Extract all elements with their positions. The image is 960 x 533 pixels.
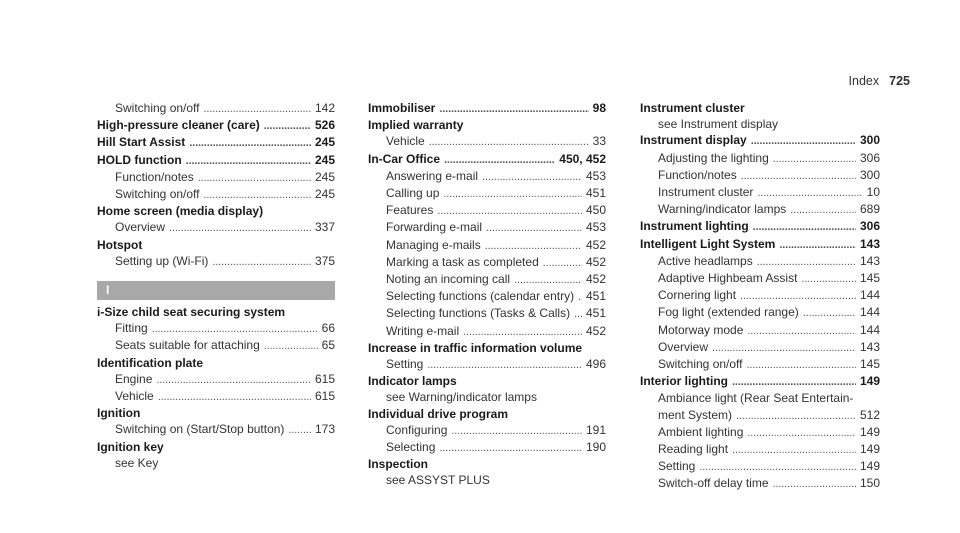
- page-reference[interactable]: 144: [859, 288, 880, 303]
- index-subentry[interactable]: [640, 287, 880, 304]
- index-subentry[interactable]: [640, 167, 880, 184]
- page-reference[interactable]: 144: [859, 305, 880, 320]
- dot-leader: [169, 219, 311, 236]
- entry-label: Vehicle: [386, 134, 425, 149]
- index-subentry[interactable]: [640, 407, 880, 424]
- page-reference[interactable]: 452: [585, 237, 606, 252]
- index-entry-heading: [97, 203, 335, 219]
- index-entry-heading: [640, 100, 880, 116]
- dot-leader: [578, 288, 582, 305]
- index-subentry[interactable]: [368, 323, 606, 340]
- index-entry-heading[interactable]: [368, 151, 606, 168]
- entry-label: Switching on (Start/Stop button): [115, 422, 285, 437]
- dot-leader: [747, 322, 856, 339]
- index-entry-heading: [368, 456, 606, 472]
- entry-label: Selecting: [386, 440, 436, 455]
- index-subentry[interactable]: [640, 424, 880, 441]
- entry-label: Ambiance light (Rear Seat Entertain-: [658, 391, 854, 406]
- dot-leader: [514, 271, 582, 288]
- dot-leader: [264, 337, 318, 354]
- entry-label: Adjusting the lighting: [658, 150, 769, 165]
- index-see-reference: [97, 455, 335, 471]
- page-reference[interactable]: 453: [585, 168, 606, 183]
- page-reference[interactable]: 300: [859, 133, 880, 148]
- entry-label: Cornering light: [658, 288, 737, 303]
- index-see-reference: [640, 116, 880, 132]
- entry-label: Hill Start Assist: [97, 135, 186, 150]
- entry-label: Warning/indicator lamps: [658, 202, 787, 217]
- index-entry-heading: [368, 340, 606, 356]
- entry-label: Seats suitable for attaching: [115, 338, 260, 353]
- index-entry-heading: [97, 405, 335, 421]
- dot-leader: [482, 168, 582, 185]
- dot-leader: [443, 185, 582, 202]
- page-reference[interactable]: 337: [314, 220, 335, 235]
- index-subentry[interactable]: [640, 475, 880, 492]
- dot-leader: [732, 441, 856, 458]
- index-subentry[interactable]: [640, 322, 880, 339]
- dot-leader: [444, 151, 555, 168]
- dot-leader: [264, 117, 311, 134]
- page-reference[interactable]: 245: [314, 169, 335, 184]
- dot-leader: [773, 150, 856, 167]
- entry-label: Function/notes: [115, 169, 194, 184]
- index-entry-heading: [97, 439, 335, 455]
- index-entry-heading[interactable]: [640, 218, 880, 235]
- entry-label: Switching on/off: [115, 101, 200, 115]
- index-subentry[interactable]: [368, 288, 606, 305]
- index-entry-heading[interactable]: [640, 236, 880, 253]
- page-reference[interactable]: 245: [314, 187, 335, 202]
- index-subentry[interactable]: [97, 421, 335, 438]
- dot-leader: [779, 236, 856, 253]
- page-reference[interactable]: 245: [314, 135, 335, 150]
- entry-label: Hotspot: [97, 237, 143, 252]
- page-reference[interactable]: 149: [859, 442, 880, 457]
- entry-label: Intelligent Light System: [640, 236, 776, 251]
- index-subentry[interactable]: [640, 441, 880, 458]
- dot-leader: [189, 134, 311, 151]
- entry-label: Overview: [658, 339, 709, 354]
- index-subentry[interactable]: [368, 254, 606, 271]
- entry-label: Selecting functions (Tasks & Calls): [386, 306, 571, 321]
- entry-label: Ambient lighting: [658, 424, 744, 439]
- entry-label: Instrument display: [640, 133, 747, 148]
- entry-label: Immobiliser: [368, 101, 436, 115]
- index-subentry[interactable]: [640, 150, 880, 167]
- index-subentry[interactable]: [97, 371, 335, 388]
- page-header: [849, 74, 910, 88]
- page-reference[interactable]: 98: [592, 101, 606, 115]
- dot-leader: [212, 253, 311, 270]
- page-reference[interactable]: 496: [585, 357, 606, 372]
- page-reference[interactable]: 450: [585, 203, 606, 218]
- index-subentry[interactable]: [368, 202, 606, 219]
- index-subentry[interactable]: [97, 253, 335, 270]
- page-reference[interactable]: 689: [859, 202, 880, 217]
- index-subentry[interactable]: [640, 458, 880, 475]
- index-subentry[interactable]: [368, 356, 606, 373]
- page-reference[interactable]: 615: [314, 389, 335, 404]
- index-see-reference: [368, 389, 606, 405]
- index-entry-heading: [97, 304, 335, 320]
- dot-leader: [747, 424, 856, 441]
- index-subentry: [640, 390, 880, 406]
- index-subentry[interactable]: [368, 422, 606, 439]
- page-reference[interactable]: 149: [859, 424, 880, 439]
- entry-label: Noting an incoming call: [386, 272, 511, 287]
- index-subentry[interactable]: [97, 320, 335, 337]
- page-reference[interactable]: 300: [859, 167, 880, 182]
- entry-label: i-Size child seat securing system: [97, 305, 286, 320]
- page-reference[interactable]: 143: [859, 253, 880, 268]
- dot-leader: [543, 254, 582, 271]
- index-entry-heading[interactable]: [640, 373, 880, 390]
- entry-label: Function/notes: [658, 167, 737, 182]
- dot-leader: [437, 202, 582, 219]
- entry-label: Managing e-mails: [386, 237, 481, 252]
- index-subentry[interactable]: [97, 337, 335, 354]
- entry-label: Answering e-mail: [386, 168, 479, 183]
- index-subentry[interactable]: [368, 271, 606, 288]
- index-subentry[interactable]: [368, 305, 606, 322]
- entry-label: Interior lighting: [640, 374, 728, 389]
- entry-label: Calling up: [386, 186, 440, 201]
- index-entry-heading[interactable]: [368, 100, 606, 117]
- dot-leader: [699, 458, 856, 475]
- entry-label: Individual drive program: [368, 406, 509, 421]
- entry-label: see Key: [115, 455, 159, 470]
- page-reference[interactable]: 306: [859, 150, 880, 165]
- dot-leader: [801, 270, 856, 287]
- index-subentry[interactable]: [97, 186, 335, 203]
- dot-leader: [158, 388, 311, 405]
- dot-leader: [204, 186, 311, 203]
- entry-label: Setting: [658, 459, 696, 474]
- entry-label: Overview: [115, 220, 166, 235]
- entry-label: see Warning/indicator lamps: [386, 390, 537, 405]
- dot-leader: [486, 219, 582, 236]
- dot-leader: [747, 356, 856, 373]
- page-reference[interactable]: 615: [314, 371, 335, 386]
- page-reference[interactable]: 144: [859, 322, 880, 337]
- entry-label: Marking a task as completed: [386, 254, 539, 269]
- page-reference[interactable]: 190: [585, 440, 606, 455]
- page-reference[interactable]: 145: [859, 271, 880, 286]
- entry-label: see ASSYST PLUS: [386, 473, 490, 488]
- page-reference[interactable]: 65: [321, 338, 335, 353]
- entry-label: Adaptive Highbeam Assist: [658, 271, 798, 286]
- page-reference[interactable]: 191: [585, 422, 606, 437]
- page-reference[interactable]: 375: [314, 253, 335, 268]
- page-reference[interactable]: 143: [859, 339, 880, 354]
- entry-label: Switching on/off: [658, 357, 743, 372]
- index-subentry[interactable]: [640, 356, 880, 373]
- index-label: Index: [848, 74, 880, 88]
- dot-leader: [741, 167, 856, 184]
- index-entry-heading: [368, 406, 606, 422]
- page-reference[interactable]: 150: [859, 476, 880, 491]
- page-number: 725: [889, 74, 910, 88]
- dot-leader: [439, 439, 582, 456]
- dot-leader: [427, 356, 582, 373]
- index-subentry[interactable]: [97, 219, 335, 236]
- entry-label: In-Car Office: [368, 151, 441, 166]
- dot-leader: [204, 100, 311, 117]
- entry-label: Fitting: [115, 321, 148, 336]
- entry-label: Vehicle: [115, 389, 154, 404]
- entry-label: Engine: [115, 371, 153, 386]
- dot-leader: [773, 475, 856, 492]
- page-reference[interactable]: 66: [321, 321, 335, 336]
- entry-label: Switching on/off: [115, 187, 200, 202]
- dot-leader: [156, 371, 311, 388]
- entry-label: Instrument lighting: [640, 219, 749, 234]
- dot-leader: [288, 421, 311, 438]
- page-reference[interactable]: 10: [866, 185, 880, 200]
- entry-label: Instrument cluster: [658, 185, 754, 200]
- entry-label: Features: [386, 203, 434, 218]
- entry-label: Forwarding e-mail: [386, 220, 483, 235]
- page-reference[interactable]: 452: [585, 272, 606, 287]
- dot-leader: [790, 201, 856, 218]
- index-see-reference: [368, 472, 606, 488]
- entry-label: Identification plate: [97, 355, 204, 370]
- dot-leader: [429, 133, 589, 150]
- entry-label: Switch-off delay time: [658, 476, 769, 491]
- index-subentry[interactable]: [97, 169, 335, 186]
- entry-label: Configuring: [386, 422, 448, 437]
- dot-leader: [757, 184, 862, 201]
- entry-label: Selecting functions (calendar entry): [386, 289, 575, 304]
- index-subentry[interactable]: [640, 270, 880, 287]
- index-column-1: [97, 100, 335, 471]
- dot-leader: [732, 373, 856, 390]
- index-subentry[interactable]: [368, 168, 606, 185]
- page-reference[interactable]: 149: [859, 459, 880, 474]
- index-entry-heading[interactable]: [640, 132, 880, 149]
- dot-leader: [803, 304, 856, 321]
- page-reference[interactable]: 245: [314, 152, 335, 167]
- index-entry-heading: [368, 373, 606, 389]
- entry-label: High-pressure cleaner (care): [97, 118, 260, 133]
- entry-label: see Instrument display: [658, 117, 779, 132]
- index-subentry[interactable]: [368, 219, 606, 236]
- page-reference[interactable]: 145: [859, 357, 880, 372]
- dot-leader: [198, 169, 311, 186]
- index-subentry[interactable]: [368, 439, 606, 456]
- page-reference[interactable]: 512: [859, 407, 880, 422]
- index-subentry[interactable]: [97, 100, 335, 117]
- dot-leader: [712, 339, 856, 356]
- page-reference[interactable]: 306: [859, 219, 880, 234]
- index-entry-heading[interactable]: [97, 117, 335, 134]
- index-subentry[interactable]: [640, 253, 880, 270]
- index-entry-heading[interactable]: [97, 152, 335, 169]
- index-subentry[interactable]: [368, 133, 606, 150]
- entry-label: Ignition: [97, 406, 141, 421]
- page-reference[interactable]: 526: [314, 118, 335, 133]
- page-reference[interactable]: 143: [859, 236, 880, 251]
- entry-label: Setting: [386, 357, 424, 372]
- dot-leader: [753, 218, 856, 235]
- section-letter-bar: I: [97, 281, 335, 300]
- page-reference[interactable]: 452: [585, 323, 606, 338]
- index-subentry[interactable]: [640, 201, 880, 218]
- entry-label: Motorway mode: [658, 322, 744, 337]
- index-column-3: [640, 100, 880, 493]
- entry-label: Reading light: [658, 442, 729, 457]
- page-reference[interactable]: 33: [592, 134, 606, 149]
- index-subentry[interactable]: [368, 237, 606, 254]
- dot-leader: [485, 237, 582, 254]
- index-entry-heading: [97, 237, 335, 253]
- entry-label: Implied warranty: [368, 118, 464, 133]
- index-column-2: [368, 100, 606, 489]
- dot-leader: [439, 100, 588, 117]
- entry-label: Indicator lamps: [368, 374, 457, 389]
- entry-label: Instrument cluster: [640, 101, 745, 115]
- dot-leader: [451, 422, 582, 439]
- dot-leader: [751, 132, 856, 149]
- index-entry-heading: [97, 355, 335, 371]
- entry-label: Fog light (extended range): [658, 305, 799, 320]
- page-reference[interactable]: 451: [585, 186, 606, 201]
- dot-leader: [574, 305, 582, 322]
- entry-label: HOLD function: [97, 152, 182, 167]
- index-subentry[interactable]: [640, 304, 880, 321]
- page-reference[interactable]: 453: [585, 220, 606, 235]
- index-subentry[interactable]: [368, 185, 606, 202]
- index-entry-heading[interactable]: [97, 134, 335, 151]
- dot-leader: [736, 407, 856, 424]
- index-subentry[interactable]: [640, 184, 880, 201]
- dot-leader: [152, 320, 318, 337]
- dot-leader: [463, 323, 582, 340]
- entry-label: Ignition key: [97, 439, 164, 454]
- entry-label: Writing e-mail: [386, 323, 460, 338]
- page-reference[interactable]: 451: [585, 306, 606, 321]
- entry-label: Active headlamps: [658, 253, 753, 268]
- dot-leader: [740, 287, 856, 304]
- entry-label: Increase in traffic information volume: [368, 340, 583, 355]
- entry-label: ment System): [658, 407, 733, 422]
- dot-leader: [186, 152, 311, 169]
- page-reference[interactable]: 450, 452: [559, 151, 606, 166]
- dot-leader: [757, 253, 856, 270]
- page-reference[interactable]: 173: [314, 422, 335, 437]
- index-subentry[interactable]: [97, 388, 335, 405]
- page-reference[interactable]: 149: [859, 374, 880, 389]
- entry-label: Inspection: [368, 457, 429, 472]
- entry-label: Home screen (media display): [97, 204, 264, 219]
- page-reference[interactable]: 142: [314, 101, 335, 115]
- page-reference[interactable]: 451: [585, 289, 606, 304]
- page-reference[interactable]: 452: [585, 254, 606, 269]
- entry-label: Setting up (Wi-Fi): [115, 253, 209, 268]
- index-entry-heading: [368, 117, 606, 133]
- index-subentry[interactable]: [640, 339, 880, 356]
